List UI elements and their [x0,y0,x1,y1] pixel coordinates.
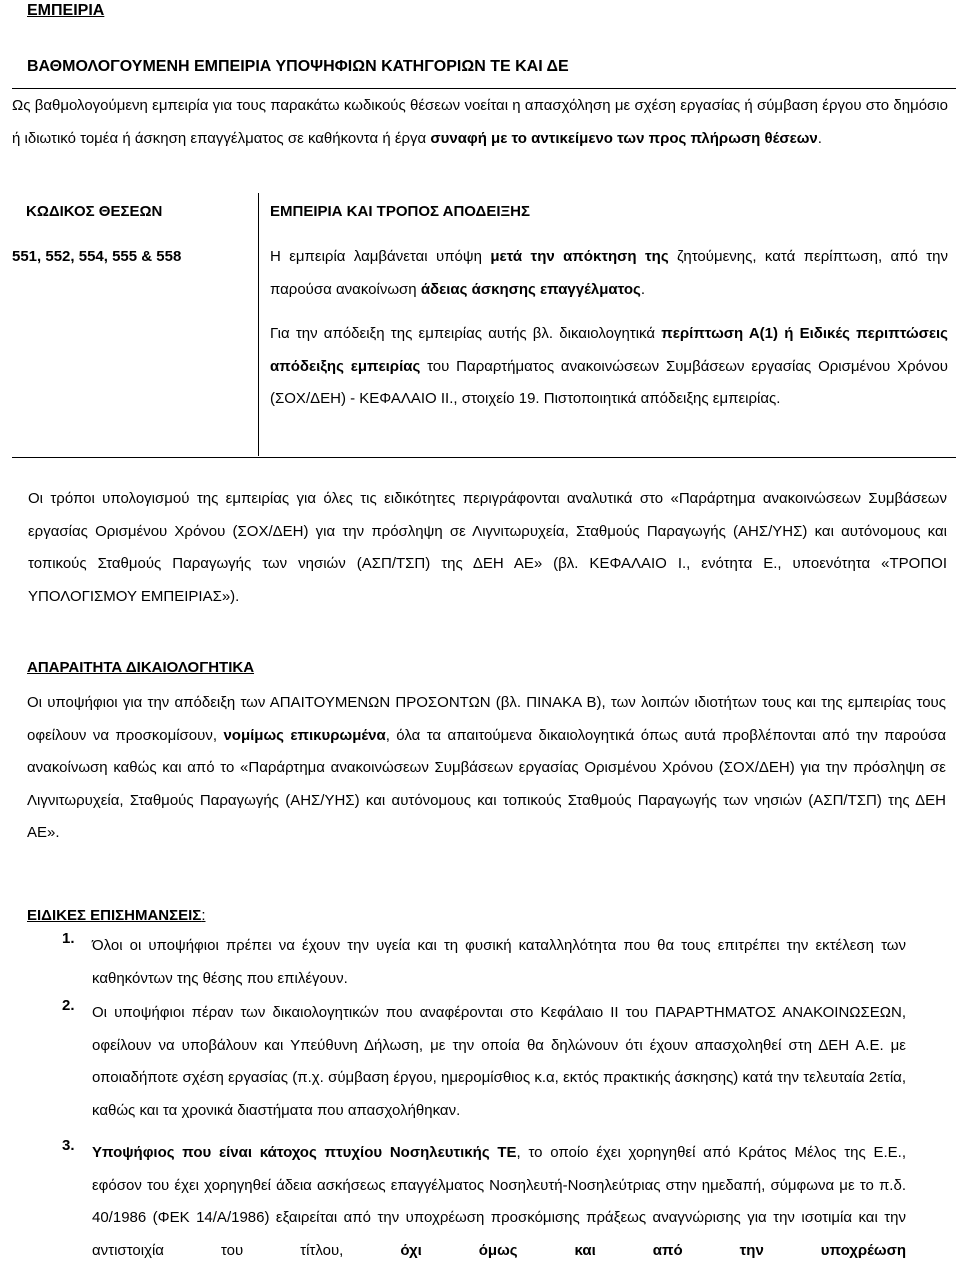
calculation-paragraph: Οι τρόποι υπολογισμού της εμπειρίας για όλες τις ειδικότητες περιγράφονται αναλυτικά στο «Παράρτημα ανακοινώσεων Συμβάσεων εργασίας Ορισμένου Χρόνου (ΣΟΧ/ΔΕΗ) για την πρόσληψη σε Λιγνιτωρυχεία, Σταθμούς Παραγωγής (ΑΗΣ/ΥΗΣ) και αυτόνομους και τοπικούς Σταθμούς Παραγωγής των νησιών (ΑΣΠ/ΤΣΠ) της ΔΕΗ ΑΕ» (βλ. ΚΕΦΑΛΑΙΟ Ι., ενότητα Ε., υποενότητα «ΤΡΟΠΟΙ ΥΠΟΛΟΓΙΣΜΟΥ ΕΜΠΕΙΡΙΑΣ»). [28,490,947,605]
table-column-divider [258,193,259,456]
position-codes: 551, 552, 554, 555 & 558 [12,248,182,265]
list-number: 2. [62,997,75,1014]
experience-description-2: Για την απόδειξη της εμπειρίας αυτής βλ. δικαιολογητικά περίπτωση Α(1) ή Ειδικές περιπτώσεις απόδειξης εμπειρίας του Παραρτήματος ανακοινώσεων Συμβάσεων εργασίας Ορισμένου Χρόνου (ΣΟΧ/ΔΕΗ) - ΚΕΦΑΛΑΙΟ ΙΙ., στοιχείο 19. Πιστοποιητικά απόδειξης εμπειρίας. [270,325,948,407]
list-item: Όλοι οι υποψήφιοι πρέπει να έχουν την υγεία και τη φυσική καταλληλότητα που θα τους επιτρέπει την εκτέλεση των καθηκόντων της θέσης που επιλέγουν. [92,937,906,987]
special-notes-title: ΕΙΔΙΚΕΣ ΕΠΙΣΗΜΑΝΣΕΙΣ: [27,907,206,924]
experience-description-1: Η εμπειρία λαμβάνεται υπόψη μετά την απόκτηση της ζητούμενης, κατά περίπτωση, από την παρούσα ανακοίνωση άδειας άσκησης επαγγέλματος. [270,248,949,298]
list-item: Υποψήφιος που είναι κάτοχος πτυχίου Νοσηλευτικής ΤΕ, το οποίο έχει χορηγηθεί από Κράτος Μέλος της Ε.Ε., εφόσον του έχει χορηγηθεί άδεια ασκήσεως επαγγέλματος Νοσηλευτή-Νοσηλεύτριας στην ημεδαπή, σύμφωνα με το π.δ. 40/1986 (ΦΕΚ 14/Α/1986) εξαιρείται από την υποχρέωση προσκόμισης πράξεως αναγνώρισης για την ισοτιμία και την αντιστοιχία του τίτλου, όχι όμως και από την υποχρέωση [92,1144,906,1259]
column-header-experience: ΕΜΠΕΙΡΙΑ ΚΑΙ ΤΡΟΠΟΣ ΑΠΟΔΕΙΞΗΣ [270,203,530,220]
required-documents-title: ΑΠΑΡΑΙΤΗΤΑ ΔΙΚΑΙΟΛΟΓΗΤΙΚΑ [27,659,255,676]
list-number: 1. [62,930,75,947]
subtitle-scored-experience: ΒΑΘΜΟΛΟΓΟΥΜΕΝΗ ΕΜΠΕΙΡΙΑ ΥΠΟΨΗΦΙΩΝ ΚΑΤΗΓΟΡΙΩΝ ΤΕ ΚΑΙ ΔΕ [27,58,569,75]
intro-paragraph: Ως βαθμολογούμενη εμπειρία για τους παρακάτω κωδικούς θέσεων νοείται η απασχόληση με σχέση εργασίας ή σύμβαση έργου στο δημόσιο ή ιδιωτικό τομέα ή άσκηση επαγγέλματος σε καθήκοντα ή έργα συναφή με το αντικείμενο των προς πλήρωση θέσεων. [12,97,948,147]
column-header-codes: ΚΩΔΙΚΟΣ ΘΕΣΕΩΝ [26,203,163,220]
section-title-experience: ΕΜΠΕΙΡΙΑ [27,2,105,19]
required-documents-paragraph: Οι υποψήφιοι για την απόδειξη των ΑΠΑΙΤΟΥΜΕΝΩΝ ΠΡΟΣΟΝΤΩΝ (βλ. ΠΙΝΑΚΑ Β), των λοιπών ιδιοτήτων τους και της εμπειρίας τους οφείλουν να προσκομίσουν, νομίμως επικυρωμένα, όλα τα απαιτούμενα δικαιολογητικά όπως αυτά προβλέπονται από την παρούσα ανακοίνωση καθώς και από το «Παράρτημα ανακοινώσεων Συμβάσεων εργασίας Ορισμένου Χρόνου (ΣΟΧ/ΔΕΗ) για την πρόσληψη σε Λιγνιτωρυχεία, Σταθμούς Παραγωγής (ΑΗΣ/ΥΗΣ) και αυτόνομους και τοπικούς Σταθμούς Παραγωγής των νησιών (ΑΣΠ/ΤΣΠ) της ΔΕΗ ΑΕ». [27,694,946,841]
list-number: 3. [62,1137,75,1154]
list-item: Οι υποψήφιοι πέραν των δικαιολογητικών που αναφέρονται στο Κεφάλαιο ΙΙ του ΠΑΡΑΡΤΗΜΑΤΟΣ ΑΝΑΚΟΙΝΩΣΕΩΝ, οφείλουν να υποβάλουν και Υπεύθυνη Δήλωση, με την οποία θα δηλώνουν ότι έχουν απασχοληθεί στη ΔΕΗ Α.Ε. με οποιαδήποτε σχέση εργασίας (π.χ. σύμβαση έργου, ημερομίσθιος κ.α, εκτός πρακτικής άσκησης) κατά την τελευταία 2ετία, καθώς και τα χρονικά διαστήματα που απασχολήθηκαν. [92,1004,906,1119]
